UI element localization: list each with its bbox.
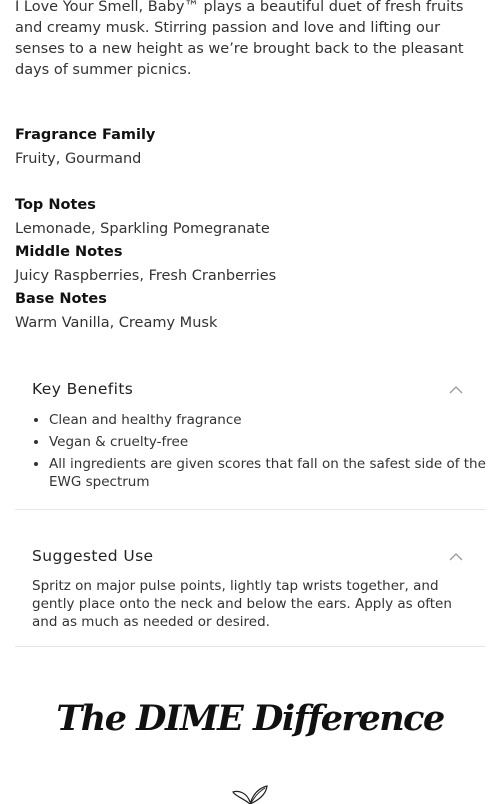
list-item: • All ingredients are given scores that fall on the safest side of the EWG spectrum — [49, 455, 489, 491]
key-benefits-list — [32, 411, 489, 495]
suggested-use-accordion — [15, 537, 485, 647]
middle-notes-value: Juicy Raspberries, Fresh Cranberries — [15, 268, 277, 284]
fragrance-notes — [15, 124, 485, 335]
suggested-use-title: Suggested Use — [32, 547, 154, 565]
list-item: • Clean and healthy fragrance — [49, 411, 489, 429]
product-description: I Love Your Smell, Baby™ plays a beautiful duet of fresh fruits and creamy musk. Stirring passion and love and lifting our senses to a new height as we’re brought back to the pleasant days of summer picnics. — [15, 0, 464, 78]
top-notes-label: Top Notes — [15, 197, 96, 213]
dime-difference-heading: The DIME Difference — [56, 698, 444, 739]
fragrance-family-value: Fruity, Gourmand — [15, 151, 142, 167]
middle-notes-label: Middle Notes — [15, 244, 123, 260]
fragrance-family-label: Fragrance Family — [15, 127, 156, 143]
leaf-icon — [231, 784, 269, 804]
base-notes-label: Base Notes — [15, 291, 107, 307]
chevron-up-icon[interactable] — [449, 552, 463, 562]
base-notes-value: Warm Vanilla, Creamy Musk — [15, 315, 218, 331]
suggested-use-header[interactable] — [15, 537, 485, 577]
top-notes-value: Lemonade, Sparkling Pomegranate — [15, 221, 270, 237]
list-item: • Vegan & cruelty-free — [49, 433, 489, 451]
key-benefits-accordion — [15, 370, 485, 510]
key-benefits-title: Key Benefits — [32, 380, 134, 398]
suggested-use-text: Spritz on major pulse points, lightly tap wrists together, and gently place onto the neck and below the ears. Apply as often and as much as needed or desired. — [32, 578, 452, 630]
chevron-up-icon[interactable] — [449, 385, 463, 395]
key-benefits-header[interactable] — [15, 370, 485, 410]
